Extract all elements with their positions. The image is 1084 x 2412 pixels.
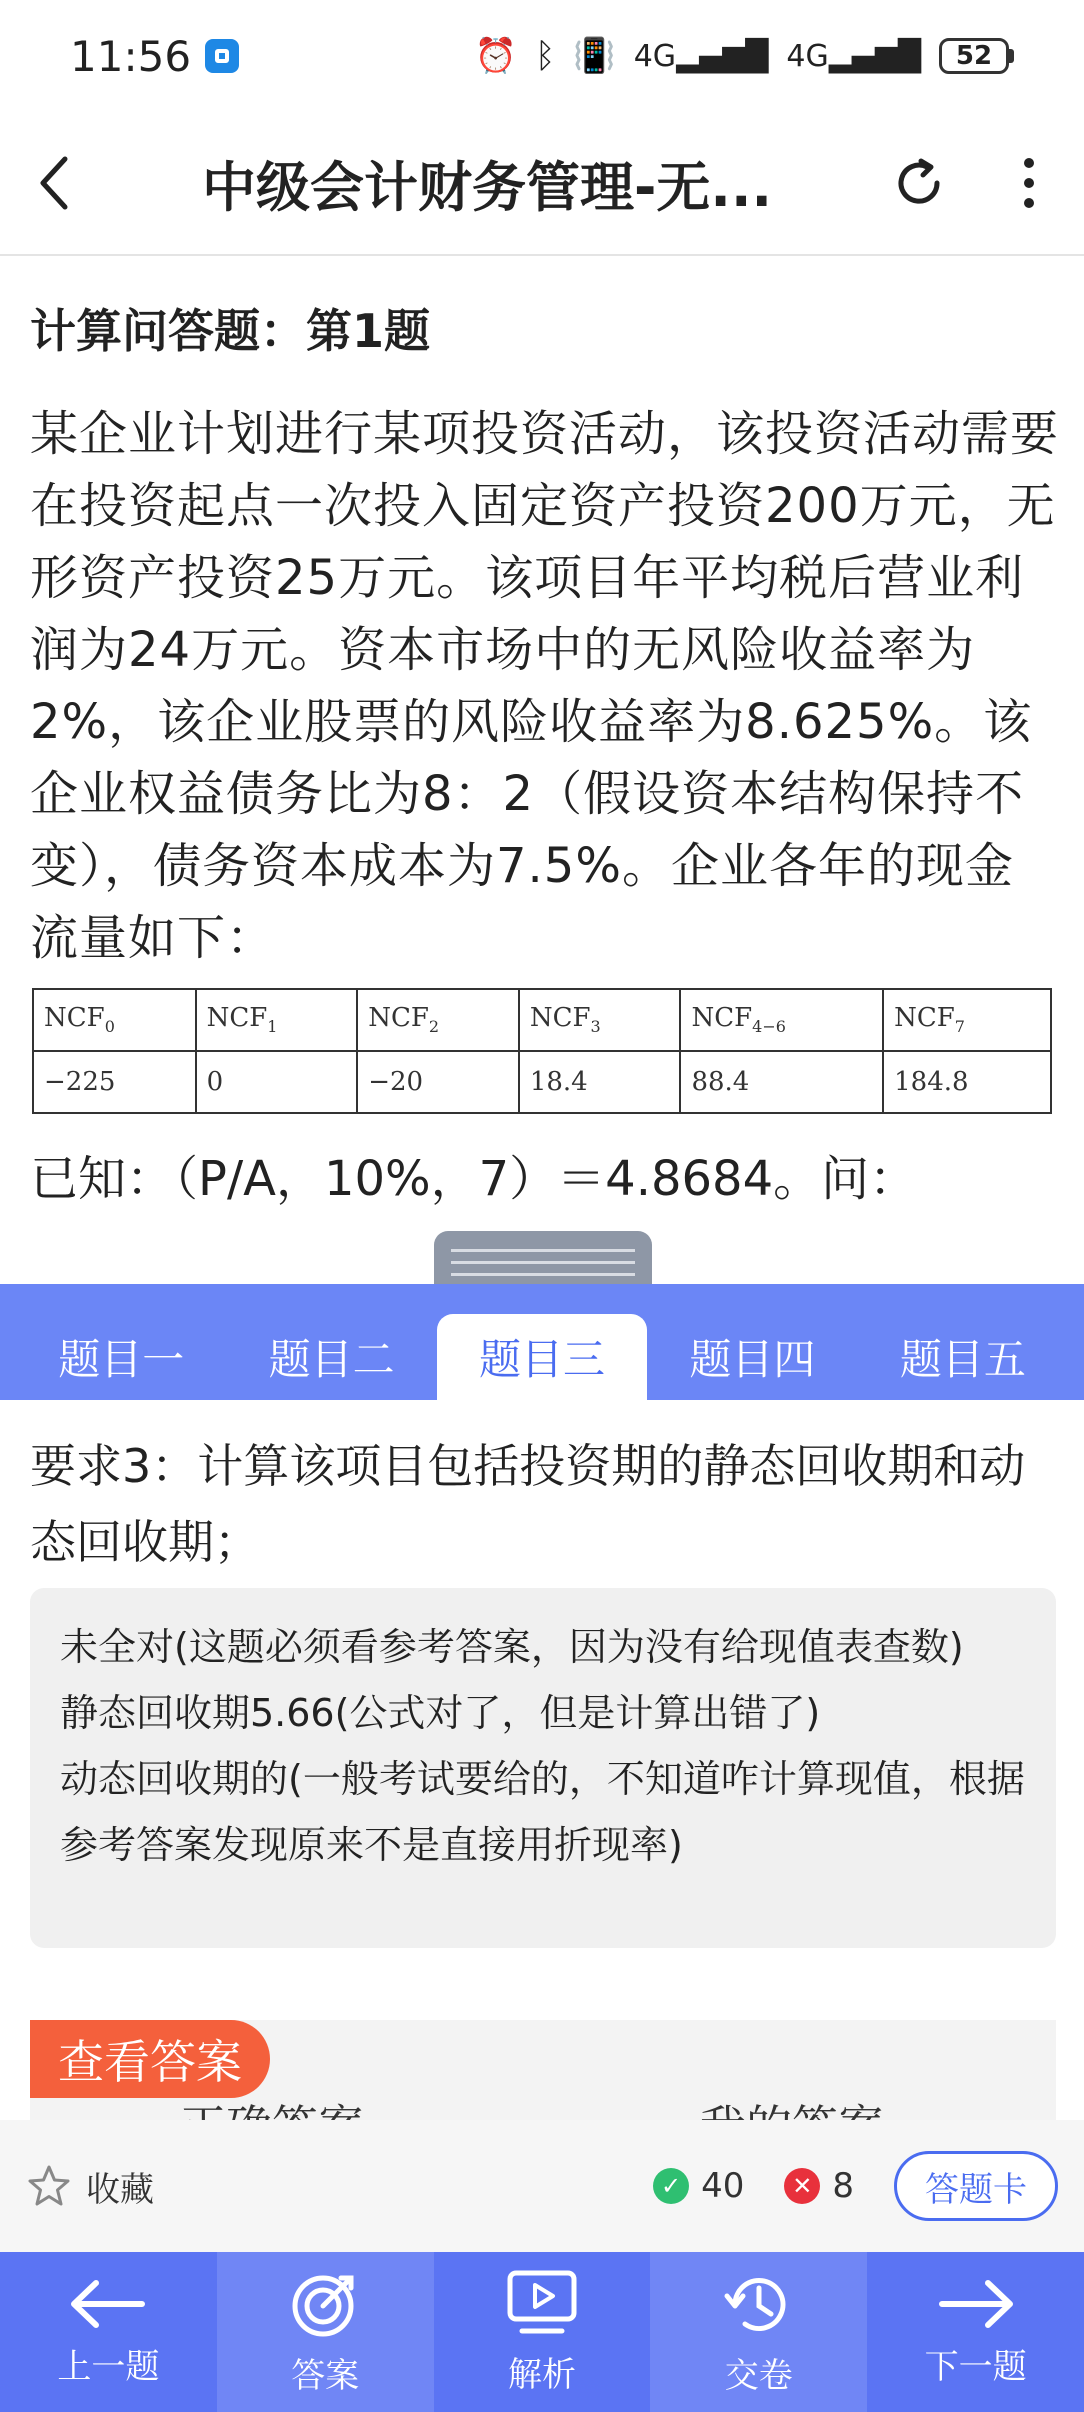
analysis-button[interactable]: 解析 [434, 2252, 651, 2412]
refresh-icon [891, 155, 947, 211]
bottom-navigation [0, 2252, 1084, 2412]
requirement-text: 要求3：计算该项目包括投资期的静态回收期和动态回收期； [30, 1439, 1026, 1569]
correct-count: ✓ 40 [653, 2166, 744, 2206]
arrow-right-icon [936, 2277, 1016, 2331]
table-header-cell: $NCF_3$ [519, 989, 681, 1051]
signal-4g-icon: 4G▂▄▆█ [633, 38, 769, 74]
known-condition: 已知：（P/A，10%，7）＝4.8684。问： [30, 1151, 918, 1207]
question-heading: 计算问答题：第1题 [30, 304, 431, 358]
app-header [0, 112, 1084, 256]
refresh-button[interactable] [864, 111, 974, 255]
page-title: 中级会计财务管理-无... [202, 155, 772, 219]
battery-level: 52 [939, 38, 1009, 74]
table-cell: −225 [33, 1051, 196, 1113]
video-play-icon [506, 2269, 578, 2339]
answer-line: 动态回收期的(一般考试要给的，不知道咋计算现值，根据参考答案发现原来不是直接用折现率) [60, 1757, 1025, 1867]
alarm-icon: ⏰ [474, 36, 517, 76]
table-cell: 184.8 [883, 1051, 1051, 1113]
table-header-cell: $NCF_{4-6}$ [680, 989, 883, 1051]
tab-question-3[interactable]: 题目三 [437, 1314, 647, 1400]
info-bar [0, 2120, 1084, 2252]
tab-question-2[interactable]: 题目二 [268, 1335, 395, 1384]
table-cell: 0 [196, 1051, 358, 1113]
prev-question-button[interactable]: 上一题 [0, 2252, 217, 2412]
table-cell: 18.4 [519, 1051, 681, 1113]
table-header-cell: $NCF_0$ [33, 989, 196, 1051]
status-time: 11:56 [70, 31, 192, 81]
vibrate-icon: 📳 [573, 36, 616, 76]
table-cell: 88.4 [680, 1051, 883, 1113]
target-icon [289, 2268, 361, 2340]
table-header-cell: $NCF_1$ [196, 989, 358, 1051]
bluetooth-icon: ᛒ [534, 36, 556, 76]
cash-flow-table [32, 988, 1052, 1114]
answer-card-button[interactable]: 答题卡 [894, 2151, 1058, 2221]
table-row [33, 1051, 1051, 1113]
sub-question-tabs [0, 1284, 1084, 1400]
question-body: 某企业计划进行某项投资活动，该投资活动需要在投资起点一次投入固定资产投资200万元，无形资产投资25万元。该项目年平均税后营业利润为24万元。资本市场中的无风险收益率为2%，该企业股票的风险收益率为8.625%。该企业权益债务比为8：2（假设资本结构保持不变），债务资本成本为7.5%。企业各年的现金流量如下： [30, 406, 1060, 966]
chevron-left-icon [35, 155, 75, 211]
tab-question-1[interactable]: 题目一 [58, 1335, 185, 1384]
favorite-button[interactable] [26, 2162, 154, 2211]
table-header-cell: $NCF_2$ [357, 989, 519, 1051]
cross-icon: ✕ [784, 2168, 820, 2204]
more-menu-button[interactable] [974, 111, 1084, 255]
back-button[interactable] [0, 111, 110, 255]
check-icon: ✓ [653, 2168, 689, 2204]
star-icon [26, 2163, 72, 2209]
my-answer-textarea[interactable] [30, 1588, 1056, 1948]
wrong-count: ✕ 8 [784, 2166, 854, 2206]
table-header-row [33, 989, 1051, 1051]
answer-button[interactable]: 答案 [217, 2252, 434, 2412]
more-vertical-icon [1021, 155, 1037, 211]
answer-line: 静态回收期5.66(公式对了，但是计算出错了) [60, 1691, 821, 1735]
tab-question-4[interactable]: 题目四 [689, 1335, 816, 1384]
table-cell: −20 [357, 1051, 519, 1113]
answer-line: 未全对(这题必须看参考答案，因为没有给现值表查数) [60, 1625, 964, 1669]
battery-icon [939, 38, 1014, 74]
score-counts [653, 2166, 854, 2206]
tab-question-5[interactable]: 题目五 [899, 1335, 1026, 1384]
history-icon [723, 2268, 795, 2340]
status-icons [475, 38, 1014, 74]
signal-4g-icon-2: 4G▂▄▆█ [786, 38, 921, 74]
favorite-label: 收藏 [86, 2169, 154, 2210]
app-notification-icon [205, 39, 239, 73]
arrow-left-icon [68, 2277, 148, 2331]
submit-paper-button[interactable]: 交卷 [650, 2252, 867, 2412]
status-bar [0, 0, 1084, 112]
view-answer-button[interactable]: 查看答案 [30, 2020, 270, 2098]
next-question-button[interactable]: 下一题 [867, 2252, 1084, 2412]
table-header-cell: $NCF_7$ [883, 989, 1051, 1051]
